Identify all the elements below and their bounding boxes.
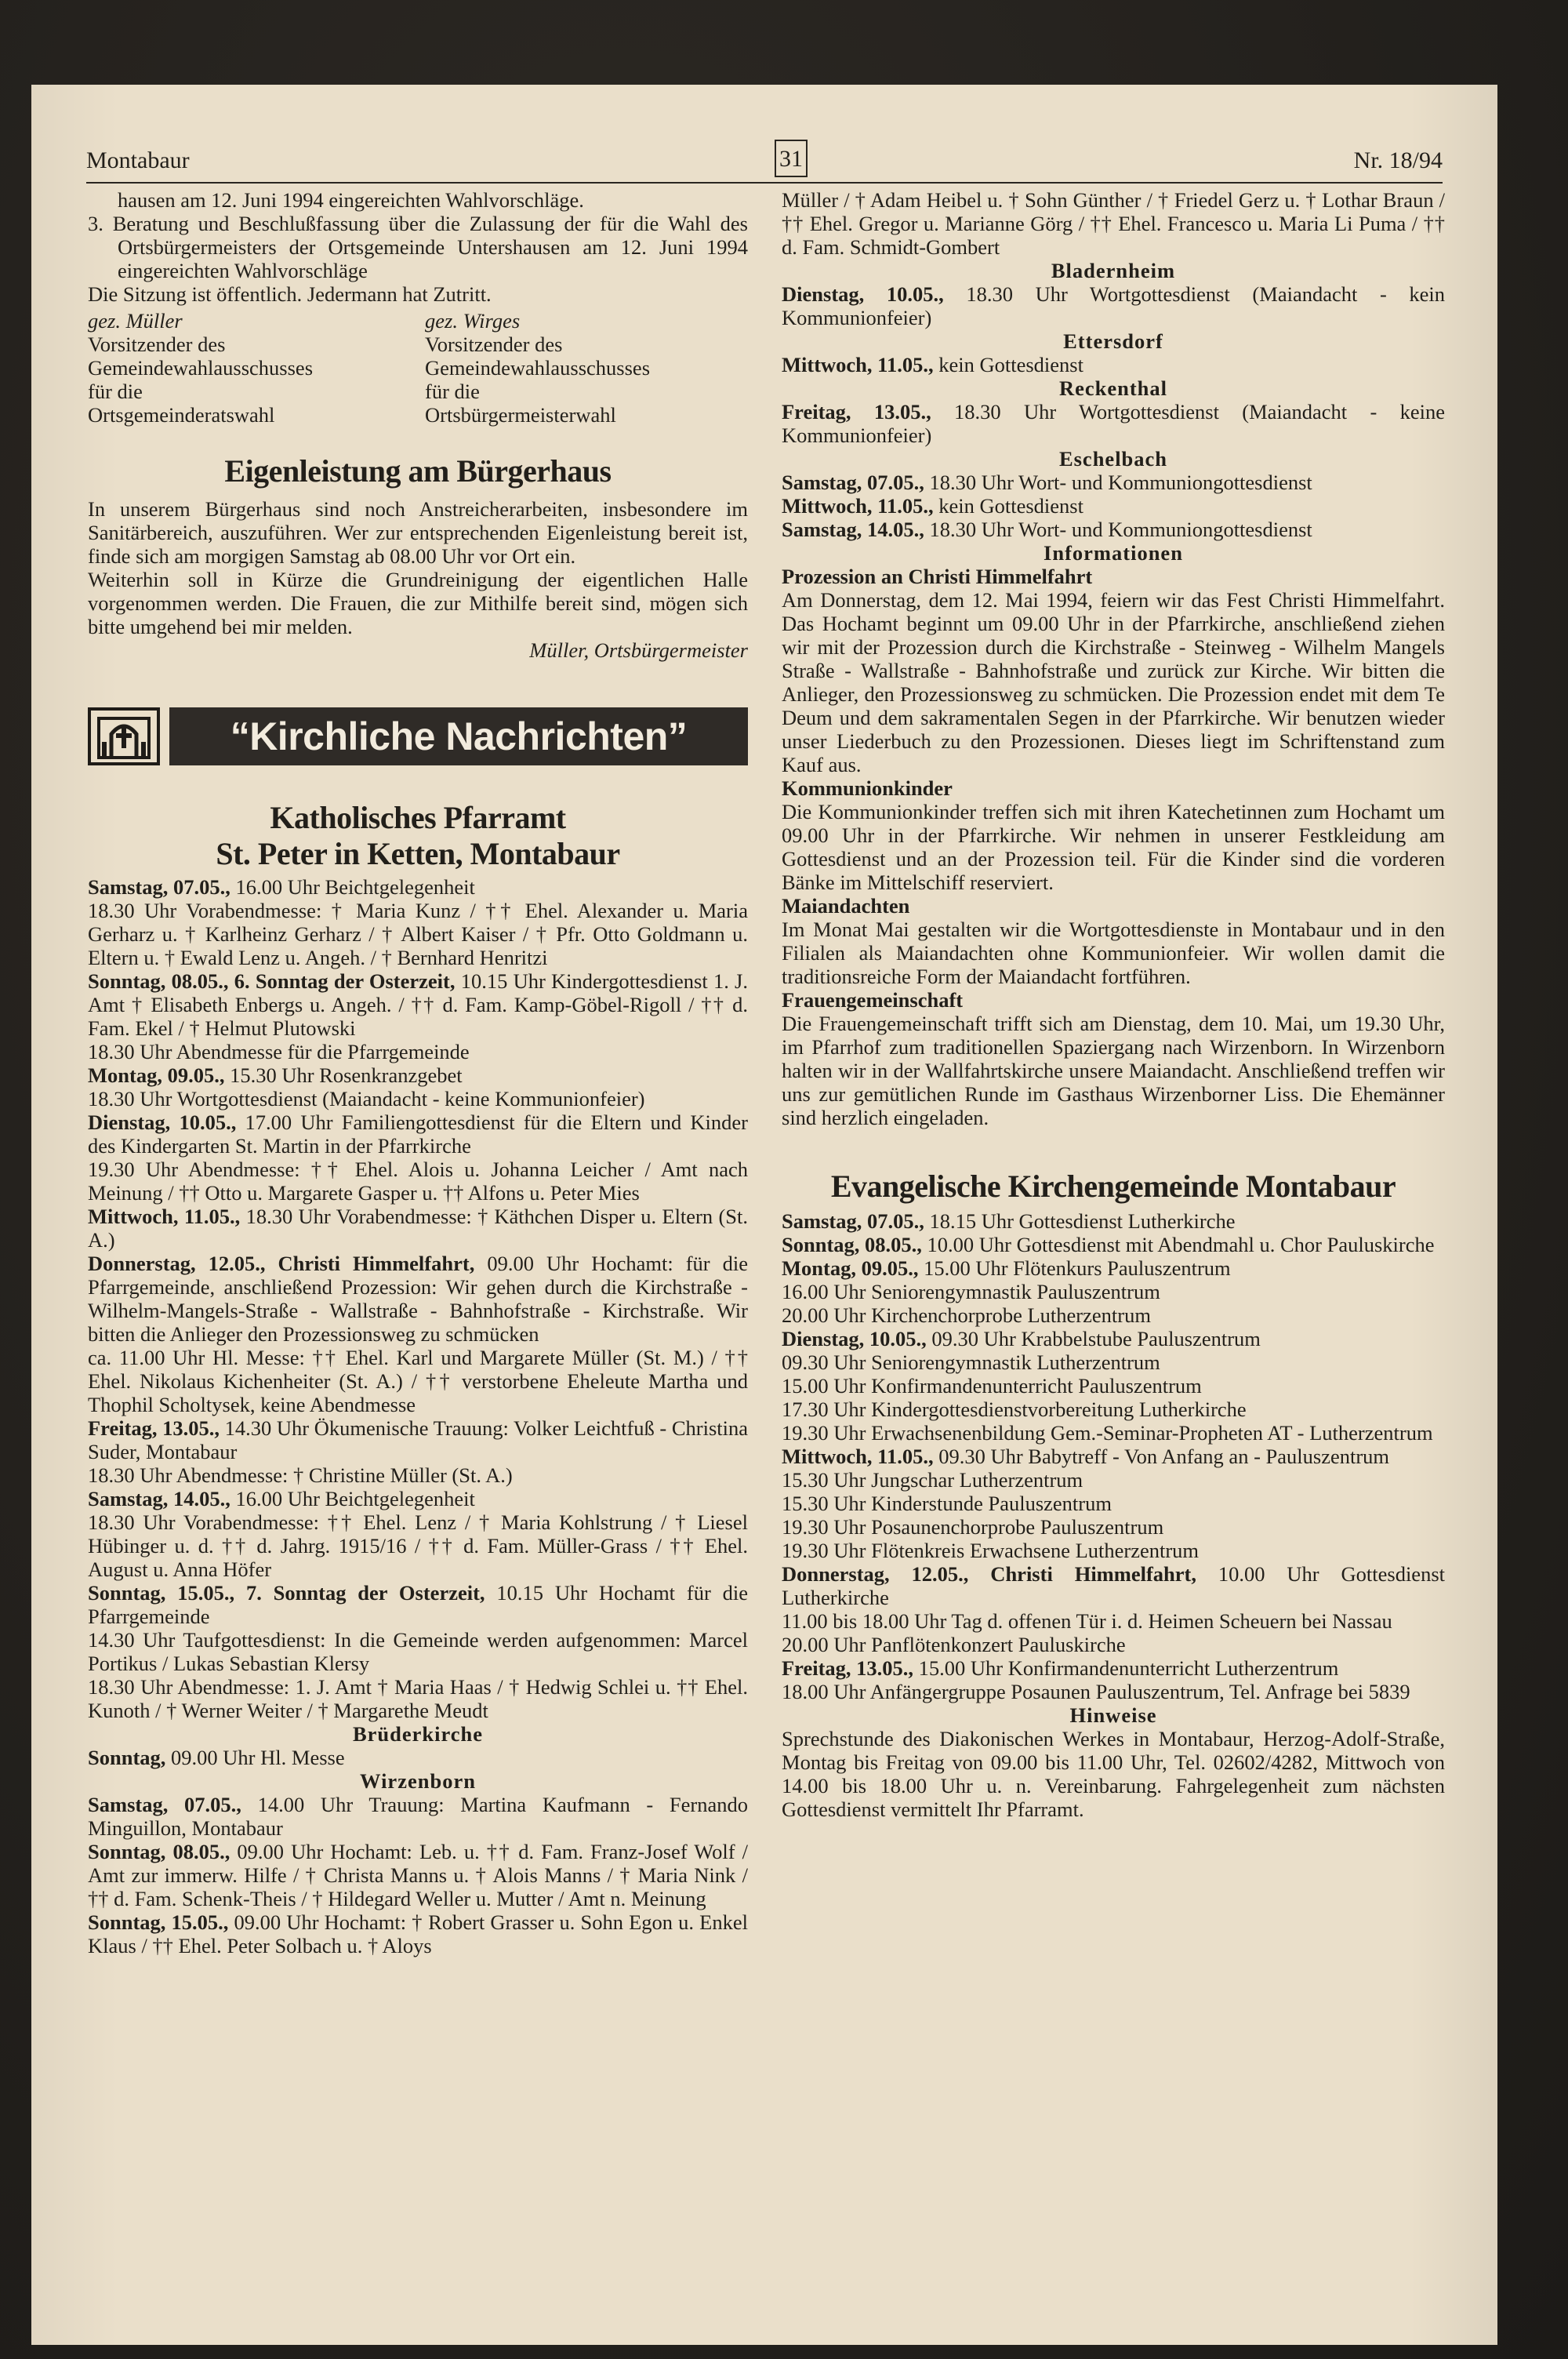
left-column bbox=[88, 188, 748, 1957]
schedule-entry: Sonntag, 08.05., 09.00 Uhr Hochamt: Leb. u. †† d. Fam. Franz-Josef Wolf / Amt zur immerw. Hilfe / † Christa Manns u. † Alois Manns / † Maria Nink / †† d. Fam. Schenk-Theis / † Hildegard Weller u. Mutter / Amt n. Meinung bbox=[88, 1840, 748, 1910]
signature-line: für die bbox=[425, 380, 480, 403]
schedule-entry: 11.00 bis 18.00 Uhr Tag d. offenen Tür i. d. Heimen Scheuern bei Nassau bbox=[782, 1609, 1392, 1633]
schedule-entry: 19.30 Uhr Flötenkreis Erwachsene Lutherzentrum bbox=[782, 1539, 1200, 1562]
schedule-entry: Mittwoch, 11.05., kein Gottesdienst bbox=[782, 494, 1083, 518]
schedule-entry: Sonntag, 15.05., 09.00 Uhr Hochamt: † Robert Grasser u. Sohn Egon u. Enkel Klaus / †† Ehel. Peter Solbach u. † Aloys bbox=[88, 1910, 748, 1957]
schedule-entry: 19.30 Uhr Erwachsenenbildung Gem.-Seminar-Propheten AT - Lutherzentrum bbox=[782, 1421, 1433, 1445]
schedule-entry: Samstag, 14.05., 18.30 Uhr Wort- und Kommuniongottesdienst bbox=[782, 518, 1312, 541]
schedule-entry: 17.30 Uhr Kindergottesdienstvorbereitung Lutherkirche bbox=[782, 1398, 1247, 1421]
signature-name: gez. Wirges bbox=[425, 309, 521, 333]
schedule-entry: Donnerstag, 12.05., Christi Himmelfahrt, 09.00 Uhr Hochamt: für die Pfarrgemeinde, anschließend Prozession: Wir gehen durch die Kirchstraße - Wilhelm-Mangels-Straße - Wallstraße - Bahnhofstraße - Kirchstraße. Wir bitten die Anlieger den Prozessionsweg zu schmücken bbox=[88, 1252, 748, 1346]
header-rule-left bbox=[86, 182, 775, 184]
schedule-entry: Samstag, 07.05., 16.00 Uhr Beichtgelegenheit bbox=[88, 875, 475, 899]
eigenleistung-heading: Eigenleistung am Bürgerhaus bbox=[224, 453, 612, 489]
signature-line: für die bbox=[88, 380, 143, 403]
schedule-entry: Freitag, 13.05., 15.00 Uhr Konfirmandenunterricht Lutherzentrum bbox=[782, 1656, 1339, 1680]
eschelbach-heading: Eschelbach bbox=[1058, 447, 1168, 471]
newspaper-page bbox=[31, 85, 1497, 2345]
schedule-entry: 18.30 Uhr Wortgottesdienst (Maiandacht - keine Kommunionfeier) bbox=[88, 1087, 645, 1110]
schedule-entry: Montag, 09.05., 15.00 Uhr Flötenkurs Pauluszentrum bbox=[782, 1256, 1231, 1280]
schedule-entry: 18.30 Uhr Abendmesse: 1. J. Amt † Maria Haas / † Hedwig Schlei u. †† Ehel. Kunoth / † Werner Weiter / † Margarethe Meudt bbox=[88, 1675, 748, 1722]
schedule-entry: Samstag, 07.05., 18.30 Uhr Wort- und Kommuniongottesdienst bbox=[782, 471, 1312, 494]
informationen-heading: Informationen bbox=[1044, 541, 1183, 565]
page-number: 31 bbox=[775, 140, 808, 177]
schedule-entry: Müller / † Adam Heibel u. † Sohn Günther / † Friedel Gerz u. † Lothar Braun / †† Ehel. Gregor u. Marianne Görg / †† Ehel. Francesco u. Maria Li Puma / †† d. Fam. Schmidt-Gombert bbox=[782, 188, 1445, 259]
schedule-entry: 18.30 Uhr Vorabendmesse: † Maria Kunz / †† Ehel. Alexander u. Maria Gerharz u. † Karlheinz Gerharz / † Albert Kaiser / † Pfr. Otto Goldmann u. Eltern u. † Ewald Lenz u. Angeh. / † Bernhard Henritzi bbox=[88, 899, 748, 969]
header-rule-right bbox=[753, 182, 1443, 184]
schedule-entry: 15.00 Uhr Konfirmandenunterricht Pauluszentrum bbox=[782, 1374, 1202, 1398]
schedule-entry: Mittwoch, 11.05., kein Gottesdienst bbox=[782, 353, 1083, 376]
evangelische-heading: Evangelische Kirchengemeinde Montabaur bbox=[830, 1169, 1396, 1204]
issue-number: Nr. 18/94 bbox=[1353, 147, 1443, 173]
signature-wirges bbox=[425, 309, 748, 427]
schedule-entry: 16.00 Uhr Seniorengymnastik Pauluszentrum bbox=[782, 1280, 1160, 1303]
reckenthal-heading: Reckenthal bbox=[1058, 376, 1168, 400]
schedule-entry: Sonntag, 15.05., 7. Sonntag der Osterzeit, 10.15 Uhr Hochamt für die Pfarrgemeinde bbox=[88, 1581, 748, 1628]
kommunionkinder-heading: Kommunionkinder bbox=[782, 776, 953, 800]
schedule-entry: 14.30 Uhr Taufgottesdienst: In die Gemeinde werden aufgenommen: Marcel Portikus / Lukas Sebastian Klersy bbox=[88, 1628, 748, 1675]
schedule-entry: 18.30 Uhr Abendmesse für die Pfarrgemeinde bbox=[88, 1040, 470, 1063]
agenda-item-3: 3. Beratung und Beschlußfassung über die Zulassung der für die Wahl des Ortsbürgermeisters der Ortsgemeinde Untershausen am 12. Juni 1994 eingereichten Wahlvorschläge bbox=[88, 212, 748, 282]
eigenleistung-paragraph: In unserem Bürgerhaus sind noch Anstreicherarbeiten, insbesondere im Sanitärbereich, auszuführen. Wer zur entsprechenden Eigenleistung bereit ist, finde sich am morgigen Samstag ab 08.00 Uhr vor Ort ein. bbox=[88, 497, 748, 568]
schedule-entry: 20.00 Uhr Panflötenkonzert Pauluskirche bbox=[782, 1633, 1126, 1656]
church-icon bbox=[88, 707, 160, 765]
signature-block bbox=[88, 309, 748, 427]
schedule-entry: Dienstag, 10.05., 09.30 Uhr Krabbelstube Pauluszentrum bbox=[782, 1327, 1261, 1350]
schedule-entry: Sonntag, 09.00 Uhr Hl. Messe bbox=[88, 1746, 345, 1769]
schedule-entry: Mittwoch, 11.05., 09.30 Uhr Babytreff - Von Anfang an - Pauluszentrum bbox=[782, 1445, 1390, 1468]
kommunionkinder-text: Die Kommunionkinder treffen sich mit ihren Katechetinnen zum Hochamt um 09.00 Uhr in der Pfarrkirche. Wir nehmen in unserer Festkleidung am Gottesdienst und an der Prozession teil. Für die Kinder sind die vorderen Bänke im Mittelschiff reserviert. bbox=[782, 800, 1445, 894]
schedule-entry: ca. 11.00 Uhr Hl. Messe: †† Ehel. Karl und Margarete Müller (St. M.) / †† Ehel. Nikolaus Kichenheiter (St. A.) / †† verstorbene Eheleute Martha und Thophil Scholtysek, keine Abendmesse bbox=[88, 1346, 748, 1416]
hinweise-heading: Hinweise bbox=[1069, 1703, 1157, 1727]
signature-line: Gemeindewahlausschusses bbox=[88, 356, 314, 380]
schedule-entry: 09.30 Uhr Seniorengymnastik Lutherzentrum bbox=[782, 1350, 1160, 1374]
signature-line: Ortsbürgermeisterwahl bbox=[425, 403, 616, 427]
schedule-entry: Donnerstag, 12.05., Christi Himmelfahrt, 10.00 Uhr Gottesdienst Lutherkirche bbox=[782, 1562, 1445, 1609]
maiandachten-heading: Maiandachten bbox=[782, 894, 910, 918]
schedule-entry: Samstag, 14.05., 16.00 Uhr Beichtgelegenheit bbox=[88, 1487, 475, 1510]
schedule-entry: Sonntag, 08.05., 6. Sonntag der Osterzeit, 10.15 Uhr Kindergottesdienst 1. J. Amt † Elisabeth Enbergs u. Angeh. / †† d. Fam. Kamp-Göbel-Rigoll / †† d. Fam. Ekel / † Helmut Plutowski bbox=[88, 969, 748, 1040]
banner-title: “Kirchliche Nachrichten” bbox=[169, 707, 748, 765]
kirchliche-nachrichten-banner bbox=[88, 707, 748, 765]
schedule-entry: 18.30 Uhr Abendmesse: † Christine Müller (St. A.) bbox=[88, 1463, 513, 1487]
signature-line: Vorsitzender des bbox=[425, 333, 563, 356]
schedule-entry: Samstag, 07.05., 18.15 Uhr Gottesdienst Lutherkirche bbox=[782, 1209, 1236, 1233]
schedule-entry: Montag, 09.05., 15.30 Uhr Rosenkranzgebet bbox=[88, 1063, 463, 1087]
public-note: Die Sitzung ist öffentlich. Jedermann hat Zutritt. bbox=[88, 282, 492, 306]
bruederkirche-heading: Brüderkirche bbox=[352, 1722, 484, 1746]
signature-line: Gemeindewahlausschusses bbox=[425, 356, 651, 380]
maiandachten-text: Im Monat Mai gestalten wir die Wortgottesdienste in Montabaur und in den Filialen als Maiandachten ohne Kommunionfeier. Wir wollen damit die traditionsreiche Form der Maiandacht fortführen. bbox=[782, 918, 1445, 988]
eigenleistung-paragraph: Weiterhin soll in Kürze die Grundreinigung der eigentlichen Halle vorgenommen werden. Die Frauen, die zur Mithilfe bereit sind, mögen sich bitte umgehend bei mir melden. bbox=[88, 568, 748, 638]
schedule-entry: 15.30 Uhr Jungschar Lutherzentrum bbox=[782, 1468, 1083, 1492]
agenda-continuation: hausen am 12. Juni 1994 eingereichten Wahlvorschläge. bbox=[118, 188, 584, 212]
schedule-entry: Dienstag, 10.05., 17.00 Uhr Familiengottesdienst für die Eltern und Kinder des Kindergarten St. Martin in der Pfarrkirche bbox=[88, 1110, 748, 1158]
schedule-entry: Dienstag, 10.05., 18.30 Uhr Wortgottesdienst (Maiandacht - kein Kommunionfeier) bbox=[782, 282, 1445, 329]
schedule-entry: 18.00 Uhr Anfängergruppe Posaunen Pauluszentrum, Tel. Anfrage bei 5839 bbox=[782, 1680, 1410, 1703]
signature-line: Vorsitzender des bbox=[88, 333, 226, 356]
running-header bbox=[86, 140, 1443, 182]
st-peter-heading: St. Peter in Ketten, Montabaur bbox=[216, 836, 620, 871]
schedule-entry: Freitag, 13.05., 18.30 Uhr Wortgottesdienst (Maiandacht - keine Kommunionfeier) bbox=[782, 400, 1445, 447]
schedule-entry: 20.00 Uhr Kirchenchorprobe Lutherzentrum bbox=[782, 1303, 1151, 1327]
schedule-entry: 18.30 Uhr Vorabendmesse: †† Ehel. Lenz / † Maria Kohlstrung / † Liesel Hübinger u. d. †† d. Jahrg. 1915/16 / †† d. Fam. Müller-Grass / †† Ehel. August u. Anna Höfer bbox=[88, 1510, 748, 1581]
schedule-entry: Mittwoch, 11.05., 18.30 Uhr Vorabendmesse: † Käthchen Disper u. Eltern (St. A.) bbox=[88, 1205, 749, 1252]
schedule-entry: Sonntag, 08.05., 10.00 Uhr Gottesdienst mit Abendmahl u. Chor Pauluskirche bbox=[782, 1233, 1435, 1256]
katholisches-pfarramt-heading: Katholisches Pfarramt bbox=[270, 800, 566, 835]
signature-name: gez. Müller bbox=[88, 309, 183, 333]
eigenleistung-signature: Müller, Ortsbürgermeister bbox=[529, 638, 748, 662]
header-town: Montabaur bbox=[86, 147, 190, 173]
schedule-entry: 15.30 Uhr Kinderstunde Pauluszentrum bbox=[782, 1492, 1112, 1515]
schedule-entry: 19.30 Uhr Abendmesse: †† Ehel. Alois u. Johanna Leicher / Amt nach Meinung / †† Otto u. Margarete Gasper u. †† Alfons u. Peter Mies bbox=[88, 1158, 748, 1205]
wirzenborn-heading: Wirzenborn bbox=[360, 1769, 476, 1793]
schedule-entry: Freitag, 13.05., 14.30 Uhr Ökumenische Trauung: Volker Leichtfuß - Christina Suder, Montabaur bbox=[88, 1416, 749, 1463]
prozession-heading: Prozession an Christi Himmelfahrt bbox=[782, 565, 1093, 588]
schedule-entry: 19.30 Uhr Posaunenchorprobe Pauluszentrum bbox=[782, 1515, 1164, 1539]
signature-line: Ortsgemeinderatswahl bbox=[88, 403, 275, 427]
signature-mueller bbox=[88, 309, 425, 427]
frauengemeinschaft-heading: Frauengemeinschaft bbox=[782, 988, 964, 1012]
schedule-entry: Samstag, 07.05., 14.00 Uhr Trauung: Martina Kaufmann - Fernando Minguillon, Montabaur bbox=[88, 1793, 748, 1840]
frauengemeinschaft-text: Die Frauengemeinschaft trifft sich am Dienstag, dem 10. Mai, um 19.30 Uhr, im Pfarrhof zum traditionellen Spaziergang nach Wirzenborn. In Wirzenborn halten wir in der Wallfahrtskirche unsere Maiandacht. Anschließend treffen wir uns zur gemütlichen Runde im Gasthaus Wirzenborner Liss. Die Ehemänner sind herzlich eingeladen. bbox=[782, 1012, 1445, 1129]
right-column bbox=[782, 188, 1445, 1821]
prozession-text: Am Donnerstag, dem 12. Mai 1994, feiern wir das Fest Christi Himmelfahrt. Das Hochamt beginnt um 09.00 Uhr in der Pfarrkirche, anschließend ziehen wir mit der Prozession durch die Kirchstraße - Steinweg - Wilhelm Mangels Straße - Wallstraße - Bahnhofstraße und zurück zur Kirche. Wir bitten die Anlieger, den Prozessionsweg zu schmücken. Die Prozession endet mit dem Te Deum und dem sakramentalen Segen in der Pfarrkirche. Wir benutzen wieder unser Liederbuch zu den Prozessionen. Dieses liegt im Schriftenstand zum Kauf aus. bbox=[782, 588, 1445, 776]
bladernheim-heading: Bladernheim bbox=[1051, 259, 1176, 282]
hinweise-text: Sprechstunde des Diakonischen Werkes in Montabaur, Herzog-Adolf-Straße, Montag bis Freitag von 09.00 bis 11.00 Uhr, Tel. 02602/4282, Mittwoch von 14.00 bis 18.00 Uhr u. n. Vereinbarung. Fahrgelegenheit zum nächsten Gottesdienst vermittelt Ihr Pfarramt. bbox=[782, 1727, 1445, 1821]
ettersdorf-heading: Ettersdorf bbox=[1063, 329, 1163, 353]
